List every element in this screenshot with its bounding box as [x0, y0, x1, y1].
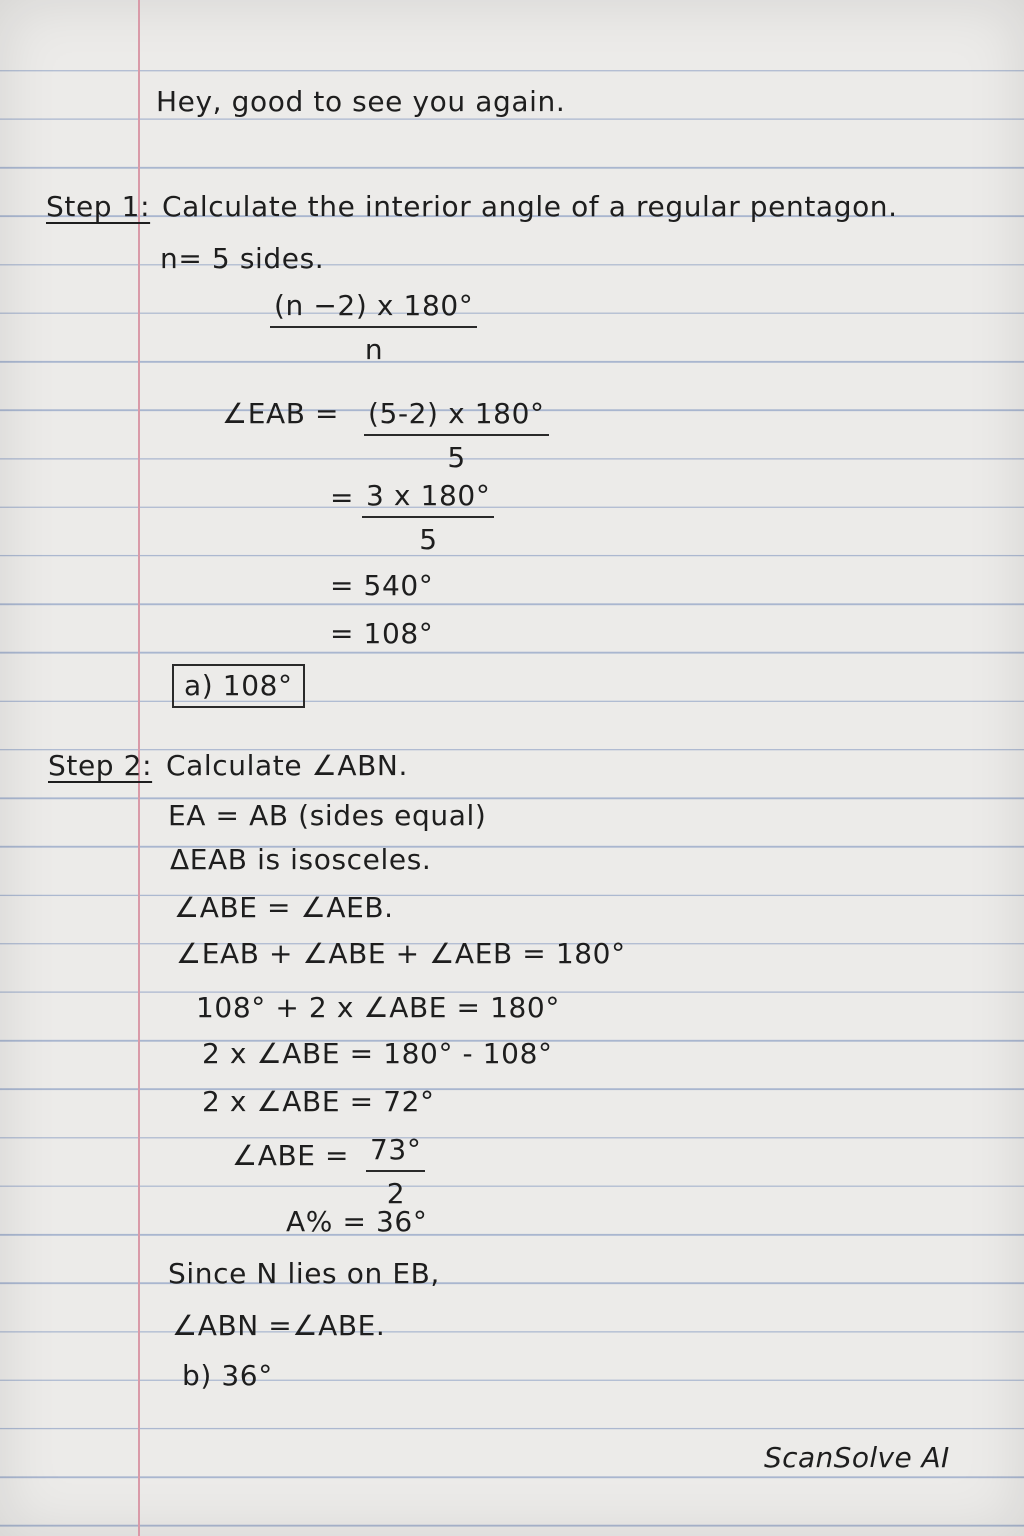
step2-line: ∠ABE = ∠AEB. [174, 891, 394, 924]
step1-line1-fraction [364, 397, 549, 474]
step1-line1-denominator: 5 [447, 441, 466, 474]
step1-line2-numerator: 3 x 180° [362, 482, 494, 518]
step2-frac-lhs: ∠ABE = [232, 1139, 350, 1172]
step2-result: A% = 36° [286, 1205, 428, 1238]
step2-answer: b) 36° [182, 1359, 273, 1392]
step1-given: n= 5 sides. [160, 242, 325, 275]
formula-numerator: (n −2) x 180° [270, 292, 477, 328]
step1-answer-box: a) 108° [172, 664, 305, 708]
step2-since: Since N lies on EB, [168, 1257, 440, 1290]
step2-frac-numerator: 73° [366, 1136, 425, 1172]
step2-line: EA = AB (sides equal) [168, 799, 487, 832]
step1-line2-eq: = [330, 481, 355, 514]
step2-line: ΔEAB is isosceles. [170, 843, 432, 876]
step1-line2-denominator: 5 [419, 523, 438, 556]
step2-label: Step 2: [48, 749, 153, 782]
step2-line: 2 x ∠ABE = 72° [202, 1085, 435, 1118]
step1-line2-fraction [362, 479, 494, 556]
step1-label: Step 1: [46, 190, 151, 223]
step2-fraction [366, 1133, 425, 1210]
step2-equal: ∠ABN =∠ABE. [172, 1309, 386, 1342]
step1-line1-numerator: (5-2) x 180° [364, 400, 549, 436]
step2-frac-denominator: 2 [386, 1177, 405, 1210]
step2-line: ∠EAB + ∠ABE + ∠AEB = 180° [176, 937, 626, 970]
step2-line: 2 x ∠ABE = 180° - 108° [202, 1037, 553, 1070]
step1-line4: = 108° [330, 617, 434, 650]
formula-fraction [270, 289, 477, 366]
step1-line3: = 540° [330, 569, 434, 602]
step2-line: Calculate ∠ABN. [166, 749, 408, 782]
step1-line1-lhs: ∠EAB = [222, 397, 340, 430]
step1-title: Calculate the interior angle of a regular pentagon. [162, 190, 898, 223]
step2-line: 108° + 2 x ∠ABE = 180° [196, 991, 560, 1024]
signature: ScanSolve AI [764, 1441, 950, 1474]
formula-denominator: n [364, 333, 383, 366]
greeting: Hey, good to see you again. [156, 85, 566, 118]
